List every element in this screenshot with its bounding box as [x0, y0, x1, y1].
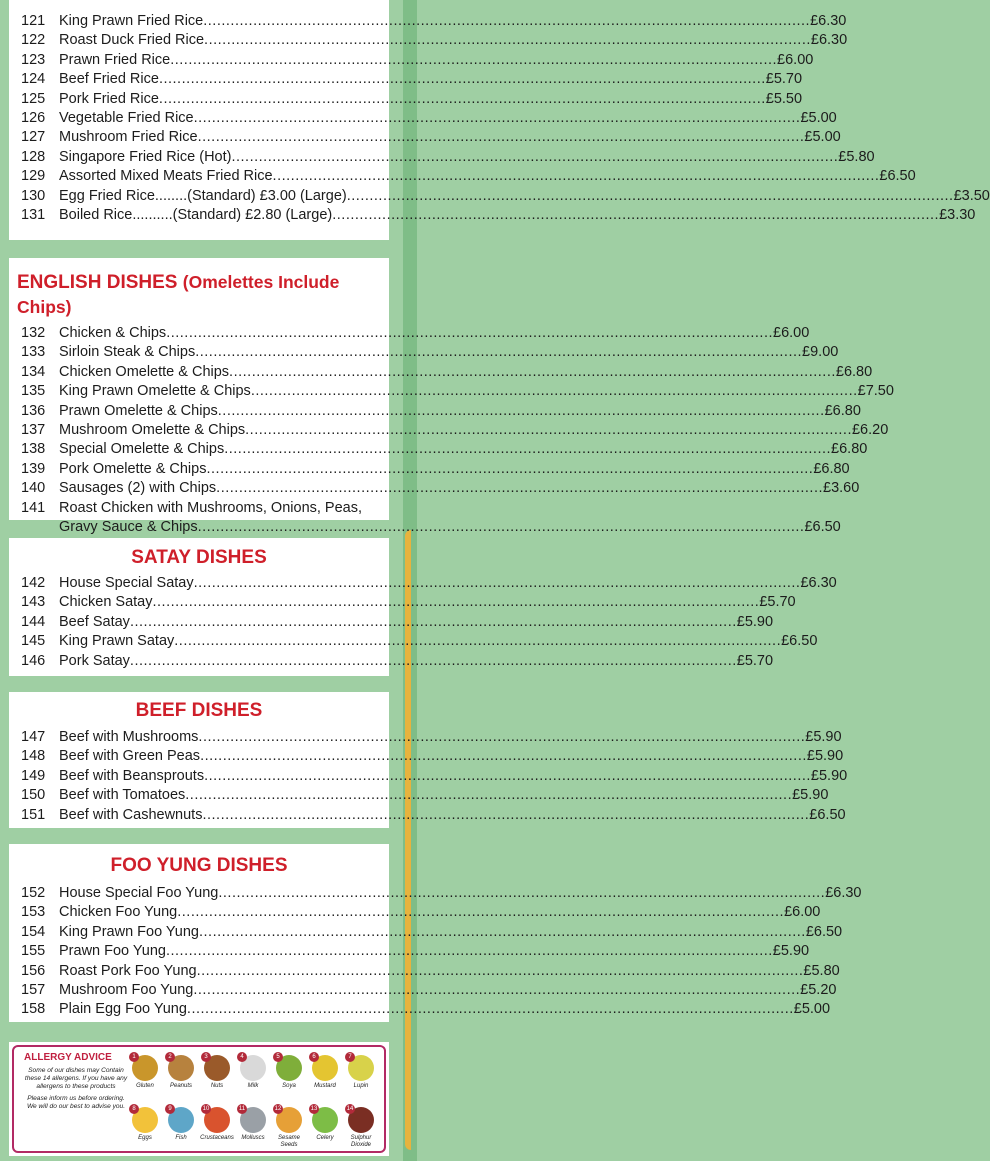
leader-dots — [194, 574, 801, 593]
item-number: 139 — [21, 460, 46, 477]
allergy-text-2: Please inform us before ordering. We will do our best to advise you. — [26, 1095, 126, 1111]
item-number: 137 — [21, 422, 46, 439]
nut-icon — [204, 1055, 230, 1081]
allergen-item — [236, 1055, 270, 1090]
item-number: 122 — [21, 32, 46, 49]
fooyung-heading: FOO YUNG DISHES — [110, 855, 288, 876]
item-number: 133 — [21, 344, 46, 361]
peanut-icon — [168, 1055, 194, 1081]
allergen-item — [128, 1055, 162, 1090]
menu-item — [17, 593, 796, 612]
item-price: £5.70 — [736, 652, 774, 669]
allergen-item — [236, 1107, 270, 1142]
menu-item — [17, 90, 803, 109]
item-price: £6.30 — [800, 575, 837, 591]
menu-item — [17, 903, 821, 922]
menu-item — [17, 806, 846, 825]
english-title: ENGLISH DISHES — [17, 272, 178, 293]
item-name: House Special Foo Yung — [59, 885, 219, 901]
menu-item — [17, 382, 894, 401]
item-name: Sirloin Steak & Chips — [59, 344, 196, 361]
leader-dots — [199, 923, 806, 942]
item-number: 158 — [21, 1001, 46, 1018]
crab-icon — [204, 1107, 230, 1133]
allergen-label: Mustard — [314, 1083, 336, 1089]
item-price: £6.50 — [804, 519, 841, 536]
leader-dots — [204, 31, 811, 50]
allergy-panel — [9, 1042, 389, 1156]
mollusc-icon — [240, 1107, 266, 1133]
menu-item — [17, 942, 810, 961]
item-name: Prawn Foo Yung — [59, 943, 166, 960]
satay-list — [17, 574, 837, 671]
item-name: Vegetable Fried Rice — [59, 110, 194, 127]
rice-list — [17, 12, 990, 225]
allergy-text — [22, 1067, 130, 1111]
item-name: Beef with Tomatoes — [59, 787, 186, 804]
item-price: £5.00 — [804, 129, 841, 146]
leader-dots — [229, 363, 836, 382]
leader-dots — [200, 747, 807, 766]
leader-dots — [174, 632, 781, 651]
allergen-item — [164, 1107, 198, 1142]
item-name: Gravy Sauce & Chips — [59, 519, 198, 536]
item-price: £5.20 — [800, 982, 837, 999]
item-number: 121 — [21, 13, 46, 29]
item-price: £5.90 — [736, 613, 774, 630]
leader-dots — [245, 421, 852, 440]
item-price: £6.80 — [824, 402, 861, 419]
leader-dots — [218, 884, 825, 903]
celery-icon — [312, 1107, 338, 1133]
item-name: Chicken Omelette & Chips — [59, 363, 230, 380]
beef-heading: BEEF DISHES — [135, 700, 263, 721]
item-price: £3.60 — [823, 480, 860, 497]
item-name: Special Omelette & Chips — [59, 441, 225, 458]
item-number: 144 — [21, 613, 46, 630]
item-number: 138 — [21, 441, 46, 458]
english-panel — [9, 258, 894, 536]
item-price: £5.80 — [803, 962, 840, 979]
item-name: Egg Fried Rice........(Standard) £3.00 (Large) — [59, 187, 347, 204]
item-price: £6.30 — [825, 885, 862, 901]
item-number: 147 — [21, 729, 46, 745]
allergen-number: 7 — [345, 1052, 355, 1062]
menu-item — [17, 767, 848, 786]
beef-panel — [9, 692, 848, 828]
leader-dots — [193, 981, 800, 1000]
item-price: £6.30 — [810, 32, 848, 49]
leader-dots — [187, 1000, 794, 1019]
item-price: £6.00 — [777, 51, 814, 68]
leader-dots — [195, 343, 802, 362]
item-number: 123 — [21, 51, 46, 68]
menu-item — [17, 363, 873, 382]
menu-item — [17, 402, 861, 421]
menu-item — [17, 343, 839, 362]
english-list — [17, 324, 894, 499]
item-price: £5.90 — [805, 729, 842, 745]
allergen-item — [128, 1107, 162, 1142]
lupin-icon — [348, 1055, 374, 1081]
allergy-box — [12, 1045, 386, 1153]
item-name: Roast Pork Foo Yung — [59, 962, 197, 979]
milk-icon — [240, 1055, 266, 1081]
allergen-item — [164, 1055, 198, 1090]
leader-dots — [198, 728, 805, 747]
fooyung-list — [17, 884, 862, 1020]
allergen-label: Sulphur Dioxide — [350, 1135, 372, 1148]
allergen-number: 13 — [310, 1106, 318, 1112]
item-name: House Special Satay — [59, 575, 194, 591]
menu-item — [17, 187, 990, 206]
leader-dots — [159, 90, 766, 109]
soya-icon — [276, 1055, 302, 1081]
satay-heading: SATAY DISHES — [131, 547, 267, 568]
item-name: Plain Egg Foo Yung — [59, 1001, 187, 1018]
item-price: £5.90 — [772, 943, 810, 960]
menu-item — [17, 923, 843, 942]
item-number: 130 — [21, 187, 46, 204]
allergen-label: Soya — [282, 1083, 296, 1089]
item-name: King Prawn Foo Yung — [59, 923, 199, 940]
item-name: Beef Fried Rice — [59, 71, 159, 88]
item-name: Mushroom Foo Yung — [59, 982, 194, 999]
allergen-number: 3 — [201, 1052, 211, 1062]
menu-item — [17, 109, 837, 128]
item-name: Boiled Rice..........(Standard) £2.80 (Large) — [59, 207, 333, 224]
wheat-icon — [132, 1055, 158, 1081]
allergen-number: 14 — [346, 1106, 354, 1112]
allergen-label: Peanuts — [169, 1083, 193, 1089]
menu-item — [17, 12, 847, 31]
allergy-title: ALLERGY ADVICE — [24, 1052, 112, 1063]
leader-dots — [218, 402, 825, 421]
item-name: King Prawn Fried Rice — [59, 13, 204, 29]
item-price: £7.50 — [857, 383, 894, 400]
item-price: £6.00 — [773, 325, 810, 341]
allergen-number: 9 — [165, 1104, 175, 1114]
allergen-label: Gluten — [136, 1083, 154, 1089]
allergen-number: 8 — [129, 1104, 139, 1114]
fooyung-panel — [9, 844, 862, 1022]
allergen-number: 6 — [309, 1052, 319, 1062]
item-name: Roast Duck Fried Rice — [59, 32, 205, 49]
allergen-number: 12 — [274, 1106, 282, 1112]
item-number: 124 — [21, 71, 46, 88]
item-name: Beef with Beansprouts — [59, 767, 205, 784]
leader-dots — [224, 440, 831, 459]
item-name: King Prawn Omelette & Chips — [59, 383, 251, 400]
leader-dots — [203, 12, 810, 31]
allergen-item — [344, 1055, 378, 1090]
leader-dots — [251, 382, 858, 401]
menu-item — [17, 499, 381, 518]
item-number: 129 — [21, 168, 46, 185]
item-number: 146 — [21, 652, 46, 669]
allergen-label: Eggs — [138, 1135, 152, 1141]
item-name: Mushroom Fried Rice — [59, 129, 198, 146]
menu-item — [17, 460, 850, 479]
leader-dots — [216, 479, 823, 498]
menu-item — [17, 167, 916, 186]
item-number: 126 — [21, 110, 46, 127]
item-price: £5.70 — [765, 71, 803, 88]
menu-item — [17, 31, 848, 50]
item-name: Chicken Foo Yung — [59, 904, 178, 921]
item-price: £9.00 — [802, 344, 839, 361]
menu-item — [17, 206, 976, 225]
english-heading — [17, 270, 381, 320]
menu-item-continued — [17, 518, 841, 537]
menu-item — [17, 613, 774, 632]
menu-item — [17, 981, 837, 1000]
item-price: £5.70 — [759, 594, 796, 611]
item-price: £5.50 — [765, 90, 803, 107]
item-name: Roast Chicken with Mushrooms, Onions, Peas, — [59, 499, 363, 516]
item-price: £6.50 — [805, 923, 843, 940]
item-name: Chicken & Chips — [59, 325, 167, 341]
leader-dots — [202, 806, 809, 825]
item-price: £5.00 — [800, 110, 837, 127]
satay-panel — [9, 538, 837, 676]
menu-item — [17, 479, 860, 498]
allergen-item — [200, 1055, 234, 1090]
item-number: 136 — [21, 402, 46, 419]
menu-item — [17, 574, 837, 593]
item-price: £5.90 — [806, 748, 844, 765]
menu-item — [17, 440, 868, 459]
allergen-number: 4 — [237, 1052, 247, 1062]
menu-item — [17, 128, 841, 147]
allergen-label: Molluscs — [241, 1135, 265, 1141]
menu-item — [17, 1000, 831, 1019]
leader-dots — [204, 767, 811, 786]
menu-item — [17, 324, 810, 343]
allergen-number: 1 — [129, 1052, 139, 1062]
item-number: 152 — [21, 885, 46, 901]
menu-item — [17, 421, 889, 440]
item-name: Beef with Cashewnuts — [59, 806, 203, 823]
allergen-number: 11 — [238, 1106, 246, 1112]
mustard-icon — [312, 1055, 338, 1081]
item-name: Sausages (2) with Chips — [59, 480, 217, 497]
fish-icon — [168, 1107, 194, 1133]
allergen-number: 5 — [273, 1052, 283, 1062]
egg-icon — [132, 1107, 158, 1133]
allergen-item — [308, 1055, 342, 1090]
item-price: £6.20 — [851, 422, 889, 439]
item-name: Beef with Mushrooms — [59, 729, 199, 745]
leader-dots — [130, 613, 737, 632]
english-subtitle: (Omelettes Include Chips) — [17, 272, 340, 317]
menu-item — [17, 962, 840, 981]
sesame-icon — [276, 1107, 302, 1133]
item-price: £5.80 — [838, 148, 875, 165]
item-price: £6.80 — [835, 363, 873, 380]
item-name: Singapore Fried Rice (Hot) — [59, 148, 232, 165]
menu-item — [17, 884, 862, 903]
allergen-label: Crustaceans — [200, 1135, 234, 1141]
allergen-number: 2 — [165, 1052, 175, 1062]
item-number: 140 — [21, 480, 46, 497]
leader-dots — [166, 942, 773, 961]
leader-dots — [206, 460, 813, 479]
menu-item — [17, 786, 829, 805]
item-number: 134 — [21, 363, 46, 380]
item-name: King Prawn Satay — [59, 633, 175, 650]
rice-panel — [9, 0, 990, 240]
item-number: 145 — [21, 633, 46, 650]
menu-item — [17, 728, 842, 747]
item-price: £3.30 — [939, 207, 976, 224]
menu-item — [17, 51, 814, 70]
item-price: £6.30 — [810, 13, 847, 29]
item-number: 154 — [21, 923, 46, 940]
menu-item — [17, 632, 818, 651]
item-number: 156 — [21, 962, 46, 979]
item-price: £5.00 — [793, 1001, 831, 1018]
leader-dots — [332, 206, 939, 225]
item-price: £6.50 — [781, 633, 818, 650]
allergen-number: 10 — [202, 1106, 210, 1112]
leader-dots — [347, 187, 954, 206]
leader-dots — [197, 962, 804, 981]
item-number: 125 — [21, 90, 46, 107]
item-name: Pork Satay — [59, 652, 130, 669]
item-price: £6.80 — [831, 441, 868, 458]
item-number: 127 — [21, 129, 46, 146]
item-name: Mushroom Omelette & Chips — [59, 422, 246, 439]
item-number: 150 — [21, 787, 46, 804]
menu-item — [17, 148, 875, 167]
allergen-label: Nuts — [210, 1083, 224, 1089]
allergen-item — [272, 1107, 306, 1148]
item-price: £5.90 — [810, 767, 848, 784]
item-number: 155 — [21, 943, 46, 960]
leader-dots — [194, 109, 801, 128]
item-price: £6.50 — [809, 806, 846, 823]
item-name: Prawn Omelette & Chips — [59, 402, 218, 419]
leader-dots — [185, 786, 792, 805]
allergen-item — [200, 1107, 234, 1142]
leader-dots — [159, 70, 766, 89]
item-number: 142 — [21, 575, 46, 591]
allergen-label: Lupin — [353, 1083, 369, 1089]
item-price: £5.90 — [792, 787, 829, 804]
item-number: 153 — [21, 904, 46, 921]
item-number: 143 — [21, 594, 46, 611]
leader-dots — [231, 148, 838, 167]
item-name: Prawn Fried Rice — [59, 51, 171, 68]
item-number: 157 — [21, 982, 46, 999]
allergen-label: Sesame Seeds — [277, 1135, 300, 1148]
leader-dots — [177, 903, 784, 922]
item-name: Beef with Green Peas — [59, 748, 201, 765]
item-number: 131 — [21, 207, 46, 224]
item-price: £6.50 — [879, 168, 916, 185]
item-name: Pork Fried Rice — [59, 90, 159, 107]
leader-dots — [273, 167, 880, 186]
item-number: 148 — [21, 748, 46, 765]
allergen-label: Milk — [247, 1083, 259, 1089]
menu-item — [17, 652, 774, 671]
item-name: Beef Satay — [59, 613, 130, 630]
leader-dots — [198, 128, 805, 147]
allergy-text-1: Some of our dishes may Contain these 14 allergens. If you have any allergens to these products — [24, 1067, 128, 1091]
item-price: £6.00 — [784, 904, 821, 921]
item-number: 151 — [21, 806, 46, 823]
allergen-item — [272, 1055, 306, 1090]
item-number: 149 — [21, 767, 46, 784]
item-number: 135 — [21, 383, 46, 400]
leader-dots — [153, 593, 760, 612]
allergen-item — [308, 1107, 342, 1142]
leader-dots — [170, 51, 777, 70]
item-number: 128 — [21, 148, 46, 165]
leader-dots — [130, 652, 737, 671]
leader-dots — [166, 324, 773, 343]
item-number: 141 — [21, 499, 46, 516]
item-name: Chicken Satay — [59, 594, 153, 611]
menu-item — [17, 70, 803, 89]
allergen-label: Celery — [316, 1135, 334, 1141]
beef-list — [17, 728, 848, 825]
menu-item — [17, 747, 844, 766]
item-price: £3.50 — [953, 187, 990, 204]
item-name: Pork Omelette & Chips — [59, 460, 207, 477]
allergen-label: Fish — [175, 1135, 187, 1141]
allergen-item — [344, 1107, 378, 1148]
item-number: 132 — [21, 325, 46, 341]
item-price: £6.80 — [813, 460, 850, 477]
sulphur-icon — [348, 1107, 374, 1133]
item-name: Assorted Mixed Meats Fried Rice — [59, 168, 273, 185]
